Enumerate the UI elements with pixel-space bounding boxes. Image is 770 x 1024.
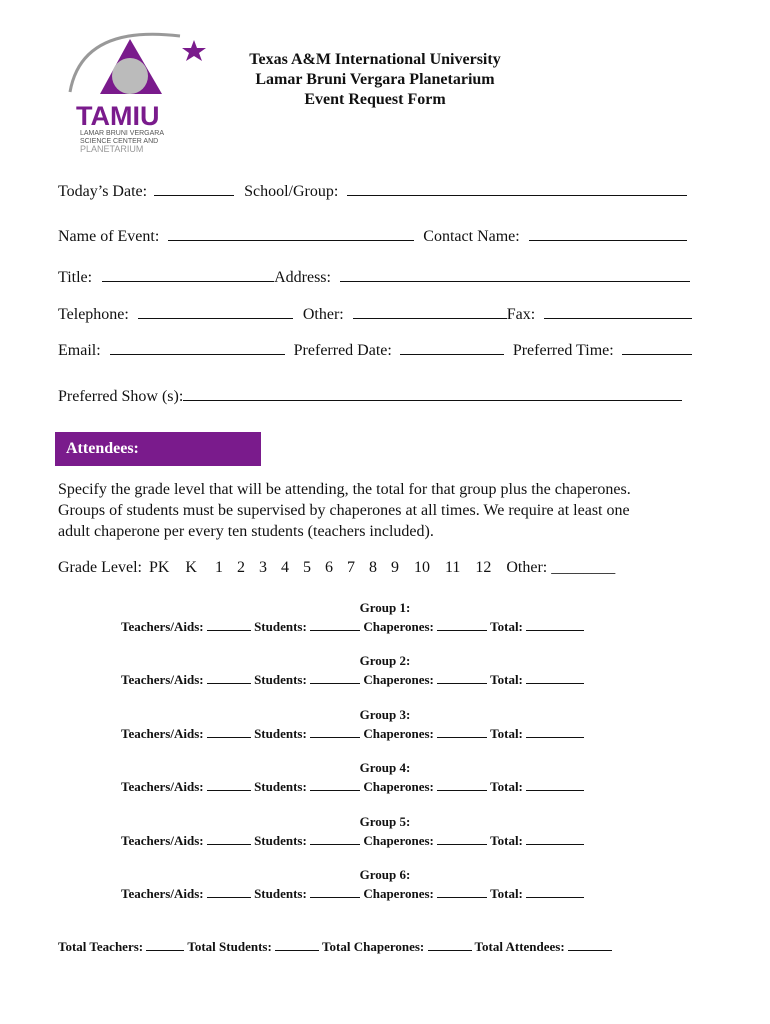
group-6-title: Group 6:: [359, 867, 411, 882]
grade-option[interactable]: 11: [444, 559, 461, 576]
total-field[interactable]: [526, 778, 584, 791]
grade-level-row: [58, 558, 615, 578]
group-2-fields: [121, 671, 584, 688]
row-event-contact: [58, 226, 687, 247]
group-2-title: Group 2:: [359, 653, 411, 668]
chaperones-field[interactable]: [437, 885, 487, 898]
grade-option[interactable]: 5: [302, 559, 311, 576]
grade-option[interactable]: 2: [236, 559, 245, 576]
total-field[interactable]: [526, 671, 584, 684]
group-1-title: Group 1:: [359, 600, 411, 615]
row-telephone-other-fax: [58, 304, 692, 325]
students-label: Students:: [254, 619, 307, 634]
teachers-field[interactable]: [207, 618, 251, 631]
total-label: Total:: [490, 779, 523, 794]
logo-line2: SCIENCE CENTER AND: [80, 138, 159, 145]
title-field[interactable]: [102, 267, 274, 282]
row-title-address: [58, 267, 690, 288]
logo-line1: LAMAR BRUNI VERGARA: [80, 130, 165, 137]
instructions-line-1: Specify the grade level that will be attending, the total for that group plus the chaperones.: [58, 481, 631, 498]
preferred-date-field[interactable]: [400, 340, 504, 355]
row-email-date-time: [58, 340, 692, 361]
group-6-fields: [121, 885, 584, 902]
other-field[interactable]: [353, 304, 507, 319]
fax-field[interactable]: [544, 304, 692, 319]
teachers-field[interactable]: [207, 832, 251, 845]
form-header: [215, 50, 535, 110]
total-field[interactable]: [526, 618, 584, 631]
total-label: Total:: [490, 833, 523, 848]
instructions-line-3: adult chaperone per every ten students (teachers included).: [58, 523, 434, 540]
school-group-field[interactable]: [347, 181, 687, 196]
grade-option[interactable]: 12: [475, 559, 492, 576]
attendees-instructions: [58, 479, 708, 542]
preferred-show-field[interactable]: [183, 386, 682, 401]
total-label: Total:: [490, 672, 523, 687]
teachers-label: Teachers/Aids:: [121, 886, 204, 901]
chaperones-label: Chaperones:: [363, 886, 434, 901]
students-field[interactable]: [310, 778, 360, 791]
group-1-fields: [121, 618, 584, 635]
chaperones-field[interactable]: [437, 671, 487, 684]
chaperones-label: Chaperones:: [363, 672, 434, 687]
grade-option[interactable]: 1: [214, 559, 223, 576]
other-label: Other:: [302, 306, 344, 323]
planetarium-name: Lamar Bruni Vergara Planetarium: [255, 71, 495, 88]
group-4-title: Group 4:: [359, 760, 411, 775]
teachers-label: Teachers/Aids:: [121, 672, 204, 687]
grade-option[interactable]: K: [185, 559, 197, 576]
teachers-label: Teachers/Aids:: [121, 726, 204, 741]
students-label: Students:: [254, 672, 307, 687]
logo-wordmark: TAMIU: [76, 101, 160, 131]
chaperones-field[interactable]: [437, 832, 487, 845]
grade-option[interactable]: 8: [368, 559, 377, 576]
preferred-time-field[interactable]: [622, 340, 692, 355]
group-3-title: Group 3:: [359, 707, 411, 722]
grade-option[interactable]: 3: [258, 559, 267, 576]
planetarium-logo-graphic: [62, 14, 212, 154]
total-teachers-field[interactable]: [146, 938, 184, 951]
grade-option[interactable]: 7: [346, 559, 355, 576]
fax-label: Fax:: [506, 306, 536, 323]
students-label: Students:: [254, 726, 307, 741]
contact-name-field[interactable]: [529, 226, 687, 241]
preferred-show-label: Preferred Show (s):: [58, 388, 184, 405]
instructions-line-2: Groups of students must be supervised by chaperones at all times. We require at least one: [58, 502, 630, 519]
school-group-label: School/Group:: [244, 183, 339, 200]
group-5-fields: [121, 832, 584, 849]
logo-line3: PLANETARIUM: [80, 144, 144, 154]
total-field[interactable]: [526, 832, 584, 845]
telephone-label: Telephone:: [58, 306, 129, 323]
tamiu-logo: [62, 14, 212, 154]
chaperones-field[interactable]: [437, 778, 487, 791]
students-label: Students:: [254, 886, 307, 901]
teachers-field[interactable]: [207, 725, 251, 738]
total-field[interactable]: [526, 885, 584, 898]
total-students-label: Total Students:: [187, 939, 272, 954]
teachers-field[interactable]: [207, 885, 251, 898]
event-name-label: Name of Event:: [58, 228, 160, 245]
students-field[interactable]: [310, 725, 360, 738]
attendees-heading: Attendees:: [55, 432, 261, 466]
teachers-label: Teachers/Aids:: [121, 833, 204, 848]
students-field[interactable]: [310, 618, 360, 631]
row-preferred-show: [58, 386, 682, 407]
star-icon: [182, 40, 206, 61]
total-label: Total:: [490, 726, 523, 741]
grade-option[interactable]: 6: [324, 559, 333, 576]
address-label: Address:: [274, 269, 331, 286]
group-4-fields: [121, 778, 584, 795]
total-label: Total:: [490, 886, 523, 901]
email-field[interactable]: [110, 340, 285, 355]
chaperones-label: Chaperones:: [363, 779, 434, 794]
university-name: Texas A&M International University: [249, 51, 501, 68]
total-students-field[interactable]: [275, 938, 319, 951]
teachers-label: Teachers/Aids:: [121, 779, 204, 794]
teachers-field[interactable]: [207, 778, 251, 791]
students-field[interactable]: [310, 671, 360, 684]
todays-date-field[interactable]: [154, 181, 234, 196]
total-chaperones-field[interactable]: [428, 938, 472, 951]
chaperones-field[interactable]: [437, 618, 487, 631]
address-field[interactable]: [340, 267, 690, 282]
total-attendees-label: Total Attendees:: [474, 939, 565, 954]
contact-name-label: Contact Name:: [423, 228, 520, 245]
group-5-title: Group 5:: [359, 814, 411, 829]
students-field[interactable]: [310, 885, 360, 898]
students-field[interactable]: [310, 832, 360, 845]
total-label: Total:: [490, 619, 523, 634]
grand-totals-row: [58, 938, 612, 955]
grade-option[interactable]: 10: [413, 559, 430, 576]
chaperones-label: Chaperones:: [363, 619, 434, 634]
total-attendees-field[interactable]: [568, 938, 612, 951]
grade-option[interactable]: PK: [148, 559, 170, 576]
teachers-label: Teachers/Aids:: [121, 619, 204, 634]
total-teachers-label: Total Teachers:: [58, 939, 144, 954]
todays-date-label: Today’s Date:: [58, 183, 148, 200]
grade-option[interactable]: 9: [390, 559, 399, 576]
total-chaperones-label: Total Chaperones:: [322, 939, 425, 954]
chaperones-field[interactable]: [437, 725, 487, 738]
total-field[interactable]: [526, 725, 584, 738]
chaperones-label: Chaperones:: [363, 726, 434, 741]
teachers-field[interactable]: [207, 671, 251, 684]
grade-option[interactable]: 4: [280, 559, 289, 576]
students-label: Students:: [254, 833, 307, 848]
preferred-time-label: Preferred Time:: [512, 342, 614, 359]
chaperones-label: Chaperones:: [363, 833, 434, 848]
row-date-school: [58, 181, 687, 202]
telephone-field[interactable]: [138, 304, 293, 319]
grade-other-field[interactable]: Other: ________: [506, 559, 616, 576]
form-title: Event Request Form: [304, 91, 446, 108]
event-name-field[interactable]: [168, 226, 414, 241]
email-label: Email:: [58, 342, 101, 359]
preferred-date-label: Preferred Date:: [293, 342, 392, 359]
students-label: Students:: [254, 779, 307, 794]
group-3-fields: [121, 725, 584, 742]
title-label: Title:: [58, 269, 93, 286]
grade-level-label: Grade Level:: [58, 559, 142, 576]
